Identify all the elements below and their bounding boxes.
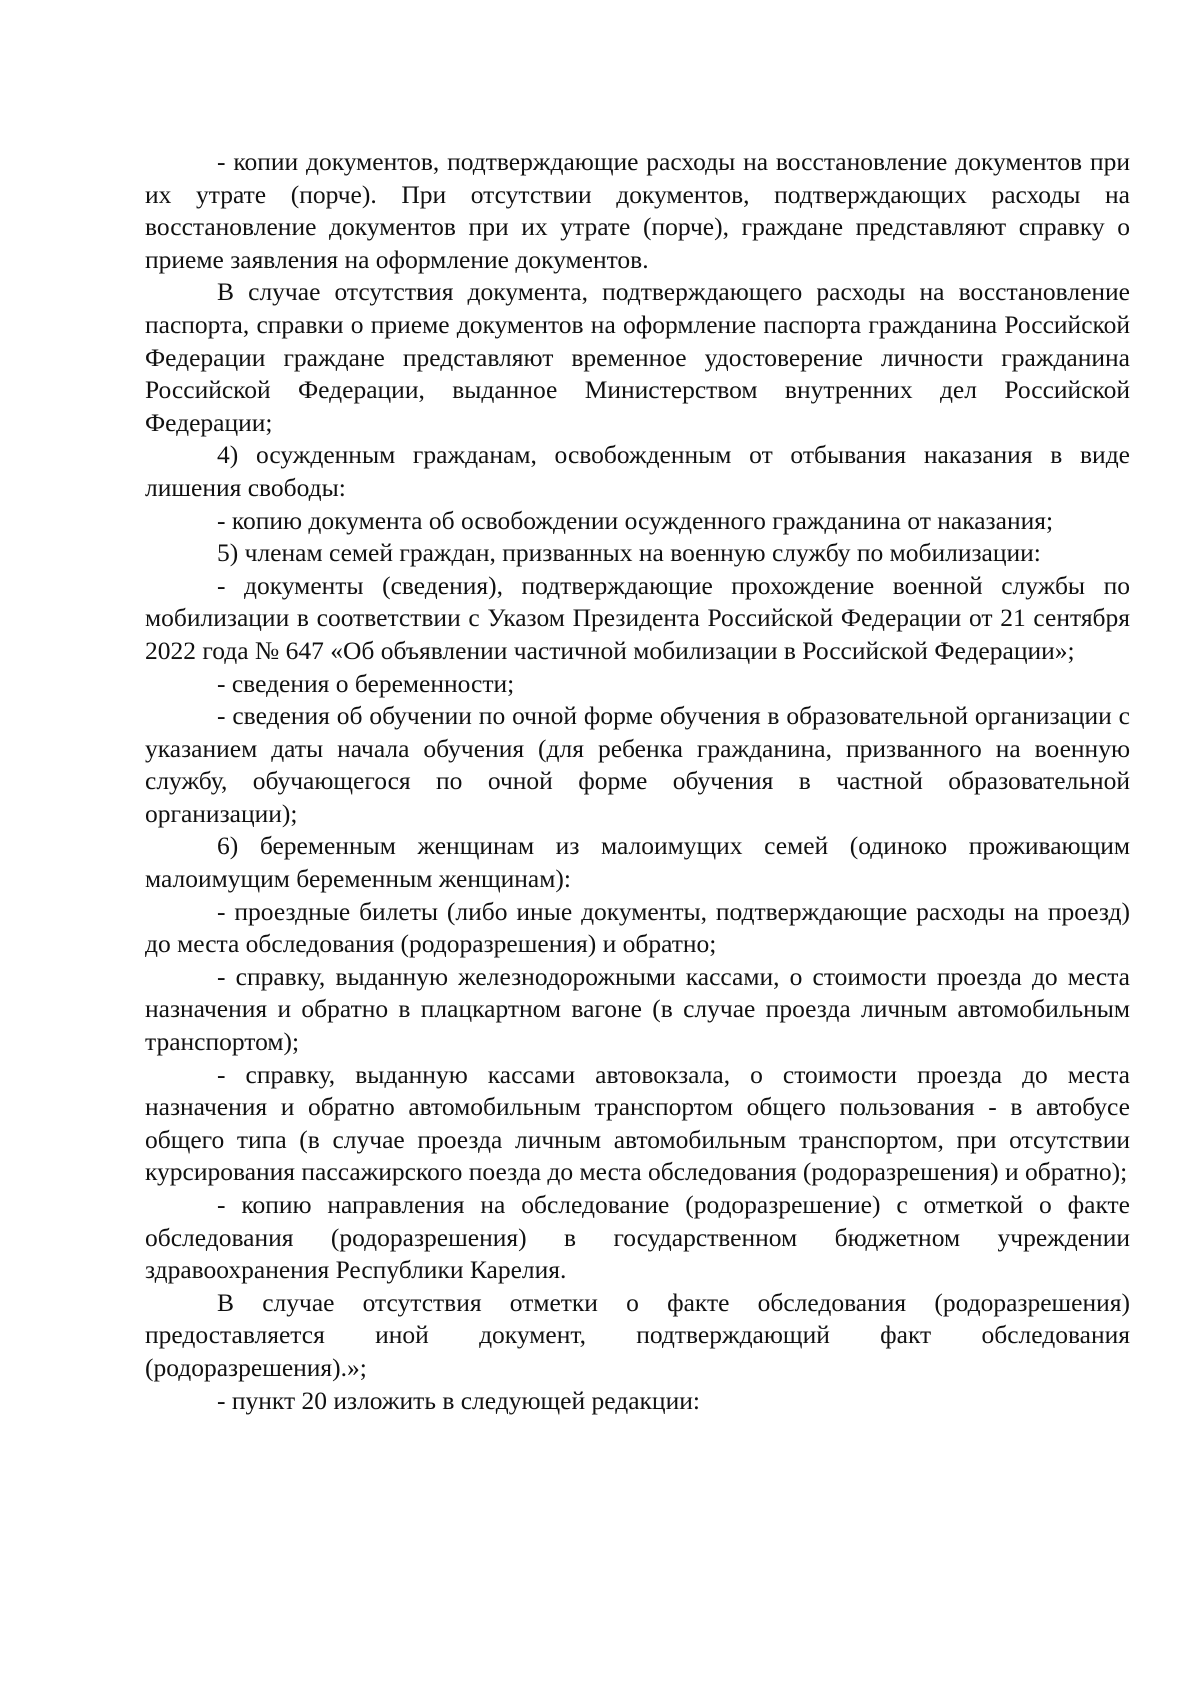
document-body bbox=[145, 146, 1130, 1417]
paragraph-6: - документы (сведения), подтверждающие прохождение военной службы по мобилизации в соответствии с Указом Президента Российской Федерации от 21 сентября 2022 года № 647 «Об объявлении частичной мобилизации в Российской Федерации»; bbox=[145, 570, 1130, 665]
paragraph-4: - копию документа об освобождении осужденного гражданина от наказания; bbox=[217, 505, 1054, 535]
paragraph-10: - проездные билеты (либо иные документы, подтверждающие расходы на проезд) до места обследования (родоразрешения) и обратно; bbox=[145, 896, 1130, 959]
paragraph-7: - сведения о беременности; bbox=[217, 668, 515, 698]
paragraph-9: 6) беременным женщинам из малоимущих семей (одиноко проживающим малоимущим беременным женщинам): bbox=[145, 831, 1130, 894]
paragraph-2: В случае отсутствия документа, подтверждающего расходы на восстановление паспорта, справки о приеме документов на оформление паспорта гражданина Российской Федерации граждане представляют временное удостоверение личности гражданина Российской Федерации, выданное Министерством внутренних дел Российской Федерации; bbox=[145, 277, 1130, 437]
paragraph-5: 5) членам семей граждан, призванных на военную службу по мобилизации: bbox=[217, 538, 1041, 568]
paragraph-8: - сведения об обучении по очной форме обучения в образовательной организации с указанием даты начала обучения (для ребенка гражданина, призванного на военную службу, обучающегося по очной форме обучения в частной образовательной организации); bbox=[145, 701, 1130, 828]
paragraph-1: - копии документов, подтверждающие расходы на восстановление документов при их утрате (порче). При отсутствии документов, подтверждающих расходы на восстановление документов при их утрате (порче), граждане представляют справку о приеме заявления на оформление документов. bbox=[145, 147, 1130, 274]
paragraph-14: В случае отсутствия отметки о факте обследования (родоразрешения) предоставляется иной документ, подтверждающий факт обследования (родоразрешения).»; bbox=[145, 1287, 1130, 1382]
paragraph-15: - пункт 20 изложить в следующей редакции: bbox=[217, 1385, 700, 1415]
paragraph-12: - справку, выданную кассами автовокзала, о стоимости проезда до места назначения и обратно автомобильным транспортом общего пользования - в автобусе общего типа (в случае проезда личным автомобильным транспортом, при отсутствии курсирования пассажирского поезда до места обследования (родоразрешения) и обратно); bbox=[145, 1059, 1130, 1187]
paragraph-11: - справку, выданную железнодорожными кассами, о стоимости проезда до места назначения и обратно в плацкартном вагоне (в случае проезда личным автомобильным транспортом); bbox=[145, 961, 1130, 1057]
paragraph-3: 4) осужденным гражданам, освобожденным от отбывания наказания в виде лишения свободы: bbox=[145, 440, 1130, 502]
paragraph-13: - копию направления на обследование (родоразрешение) с отметкой о факте обследования (родоразрешения) в государственном бюджетном учреждении здравоохранения Республики Карелия. bbox=[145, 1190, 1130, 1285]
